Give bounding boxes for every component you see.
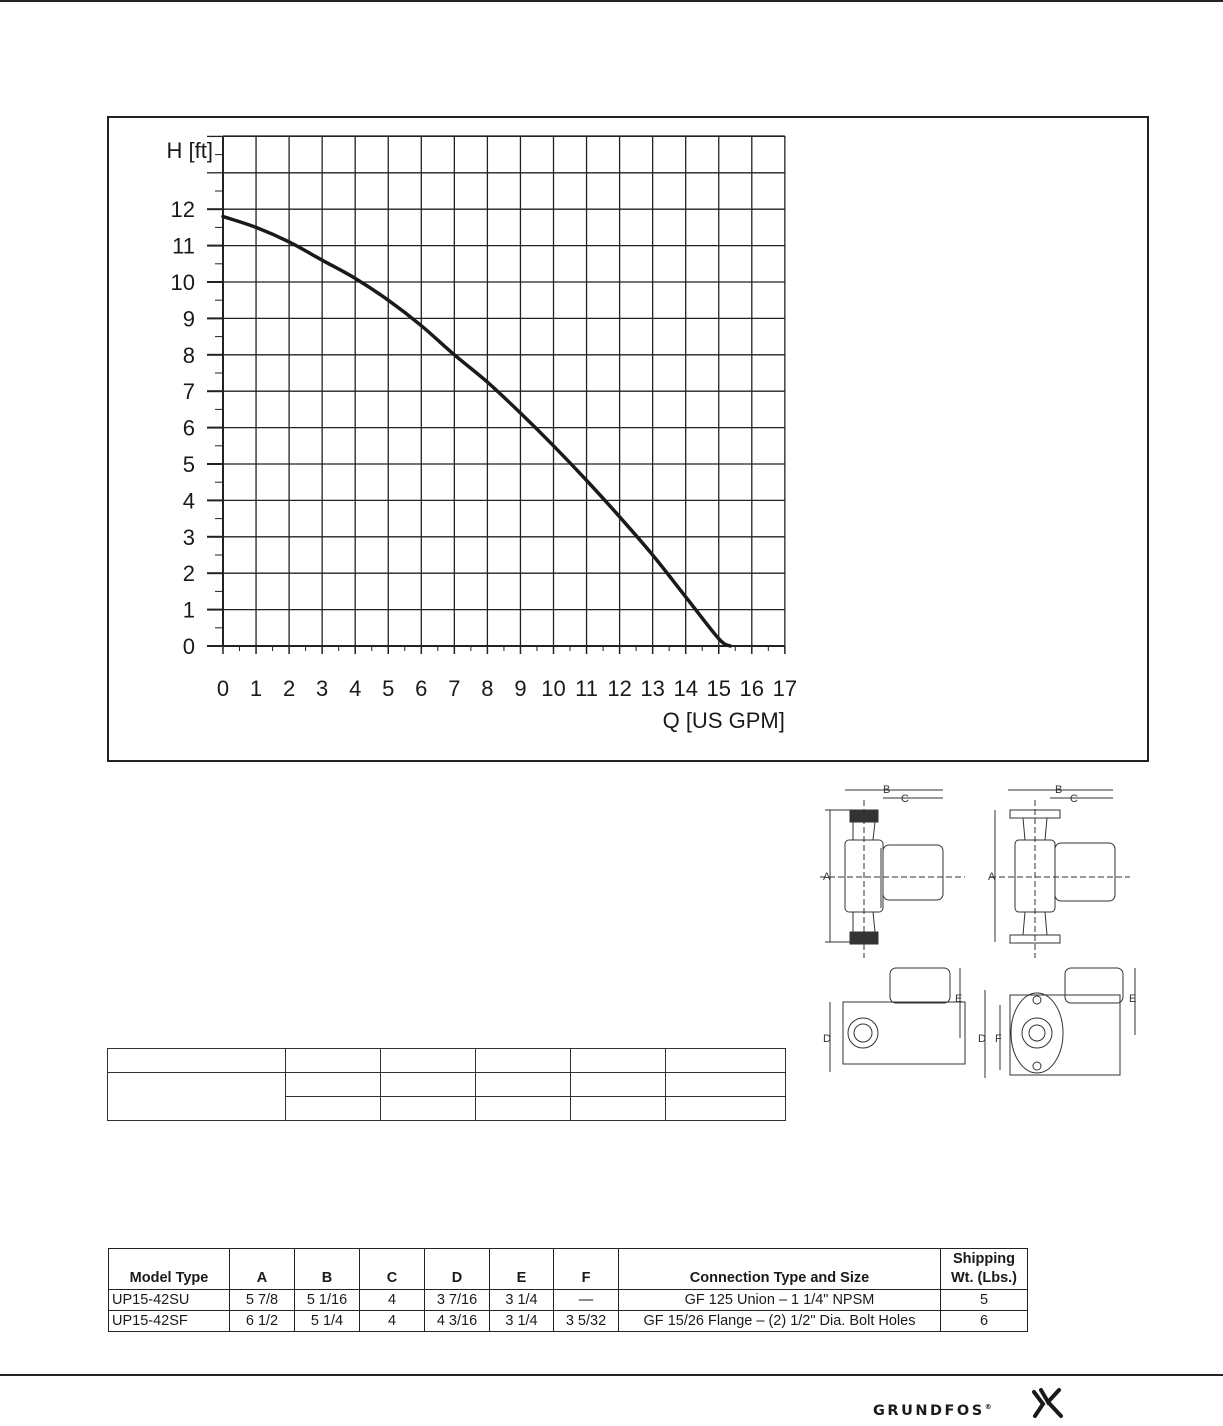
x-tick-label: 12 bbox=[607, 676, 632, 701]
shipping-line1: Shipping bbox=[952, 1251, 1015, 1267]
x-tick-label: 14 bbox=[673, 676, 698, 701]
y-tick-label: 11 bbox=[172, 233, 195, 259]
col-header-shipping-weight bbox=[941, 1249, 1028, 1290]
cell-d: 3 7/16 bbox=[425, 1290, 490, 1311]
cell-f: 3 5/32 bbox=[554, 1311, 619, 1332]
col-header-connection: Connection Type and Size bbox=[619, 1249, 941, 1290]
y-tick-label: 5 bbox=[182, 452, 195, 477]
shipping-line2: Wt. (Lbs.) bbox=[950, 1270, 1018, 1286]
cell-a: 6 1/2 bbox=[230, 1311, 295, 1332]
x-tick-label: 6 bbox=[415, 676, 428, 701]
cell-model: UP15-42SU bbox=[109, 1290, 230, 1311]
x-tick-label: 11 bbox=[575, 676, 598, 701]
cell-c: 4 bbox=[360, 1311, 425, 1332]
cell-d: 4 3/16 bbox=[425, 1311, 490, 1332]
x-tick-label: 2 bbox=[282, 676, 296, 701]
x-tick-label: 17 bbox=[772, 676, 798, 701]
dim-label-d: D bbox=[823, 1033, 831, 1045]
x-tick-label: 3 bbox=[316, 676, 329, 701]
cell-e: 3 1/4 bbox=[490, 1290, 554, 1311]
y-axis-label: H [ft] bbox=[166, 138, 213, 163]
pump-curve-line bbox=[223, 216, 730, 646]
dim-label-a: A bbox=[823, 871, 831, 883]
y-tick-label: 9 bbox=[182, 306, 195, 332]
y-tick-label: 12 bbox=[170, 197, 195, 223]
col-header-e: E bbox=[490, 1249, 554, 1290]
cell-connection: GF 125 Union – 1 1/4" NPSM bbox=[619, 1290, 941, 1311]
col-header-b: B bbox=[295, 1249, 360, 1290]
y-tick-label: 8 bbox=[182, 342, 195, 368]
dim-label-c: C bbox=[901, 793, 909, 805]
col-header-a: A bbox=[230, 1249, 295, 1290]
cell-connection: GF 15/26 Flange – (2) 1/2" Dia. Bolt Holes bbox=[619, 1311, 941, 1332]
dim-label-c2: C bbox=[1070, 793, 1078, 805]
dim-label-f: F bbox=[995, 1033, 1002, 1045]
top-rule bbox=[0, 0, 1223, 2]
y-tick-label: 4 bbox=[182, 488, 195, 514]
y-tick-label: 6 bbox=[182, 415, 195, 441]
col-header-c: C bbox=[360, 1249, 425, 1290]
dim-label-d2: D bbox=[978, 1033, 986, 1045]
cell-model: UP15-42SF bbox=[109, 1311, 230, 1332]
dim-label-e2: E bbox=[1129, 993, 1137, 1005]
dim-label-b2: B bbox=[1055, 784, 1063, 796]
x-tick-label: 8 bbox=[481, 676, 494, 701]
union-top-view bbox=[823, 968, 965, 1072]
x-tick-label: 16 bbox=[739, 676, 765, 701]
x-tick-label: 10 bbox=[541, 676, 566, 701]
x-tick-label: 13 bbox=[640, 676, 665, 701]
dim-label-e: E bbox=[955, 993, 963, 1005]
blank-table-row bbox=[108, 1049, 786, 1073]
brand-wordmark: GRUNDFOS® bbox=[873, 1403, 995, 1419]
cell-a: 5 7/8 bbox=[230, 1290, 295, 1311]
x-tick-label: 7 bbox=[448, 676, 461, 701]
table-header-row bbox=[109, 1249, 1028, 1290]
cell-f: — bbox=[554, 1290, 619, 1311]
col-header-model-type: Model Type bbox=[109, 1249, 230, 1290]
x-tick-label: 5 bbox=[382, 676, 395, 701]
bottom-rule bbox=[0, 1374, 1223, 1376]
y-tick-label: 2 bbox=[182, 561, 195, 587]
y-tick-label: 1 bbox=[182, 597, 195, 623]
cell-e: 3 1/4 bbox=[490, 1311, 554, 1332]
y-tick-label: 7 bbox=[182, 379, 195, 405]
cell-weight: 6 bbox=[941, 1311, 1028, 1332]
col-header-f: F bbox=[554, 1249, 619, 1290]
x-tick-label: 0 bbox=[216, 676, 230, 701]
flange-top-view bbox=[978, 968, 1136, 1078]
x-tick-label: 9 bbox=[514, 676, 527, 701]
flange-side-view bbox=[988, 784, 1130, 958]
dim-label-a2: A bbox=[988, 871, 996, 883]
y-tick-label: 10 bbox=[170, 270, 195, 295]
col-header-d: D bbox=[425, 1249, 490, 1290]
pump-dimension-drawings bbox=[815, 780, 1155, 1090]
blank-table bbox=[107, 1048, 786, 1121]
table-row bbox=[109, 1311, 1028, 1332]
x-tick-label: 1 bbox=[249, 676, 263, 701]
cell-weight: 5 bbox=[941, 1290, 1028, 1311]
pump-curve-chart bbox=[107, 116, 1149, 762]
x-tick-label: 15 bbox=[706, 676, 731, 701]
cell-b: 5 1/16 bbox=[295, 1290, 360, 1311]
y-tick-label: 3 bbox=[182, 524, 195, 550]
brand-mark-icon bbox=[1031, 1386, 1065, 1420]
dimensions-table bbox=[108, 1248, 1028, 1332]
x-tick-label: 4 bbox=[349, 676, 362, 701]
union-side-view bbox=[820, 784, 965, 958]
cell-c: 4 bbox=[360, 1290, 425, 1311]
y-tick-label: 0 bbox=[182, 634, 195, 659]
dim-label-b: B bbox=[883, 784, 891, 796]
cell-b: 5 1/4 bbox=[295, 1311, 360, 1332]
table-row bbox=[109, 1290, 1028, 1311]
x-axis-label: Q [US GPM] bbox=[662, 708, 785, 733]
blank-table-row bbox=[108, 1073, 786, 1097]
